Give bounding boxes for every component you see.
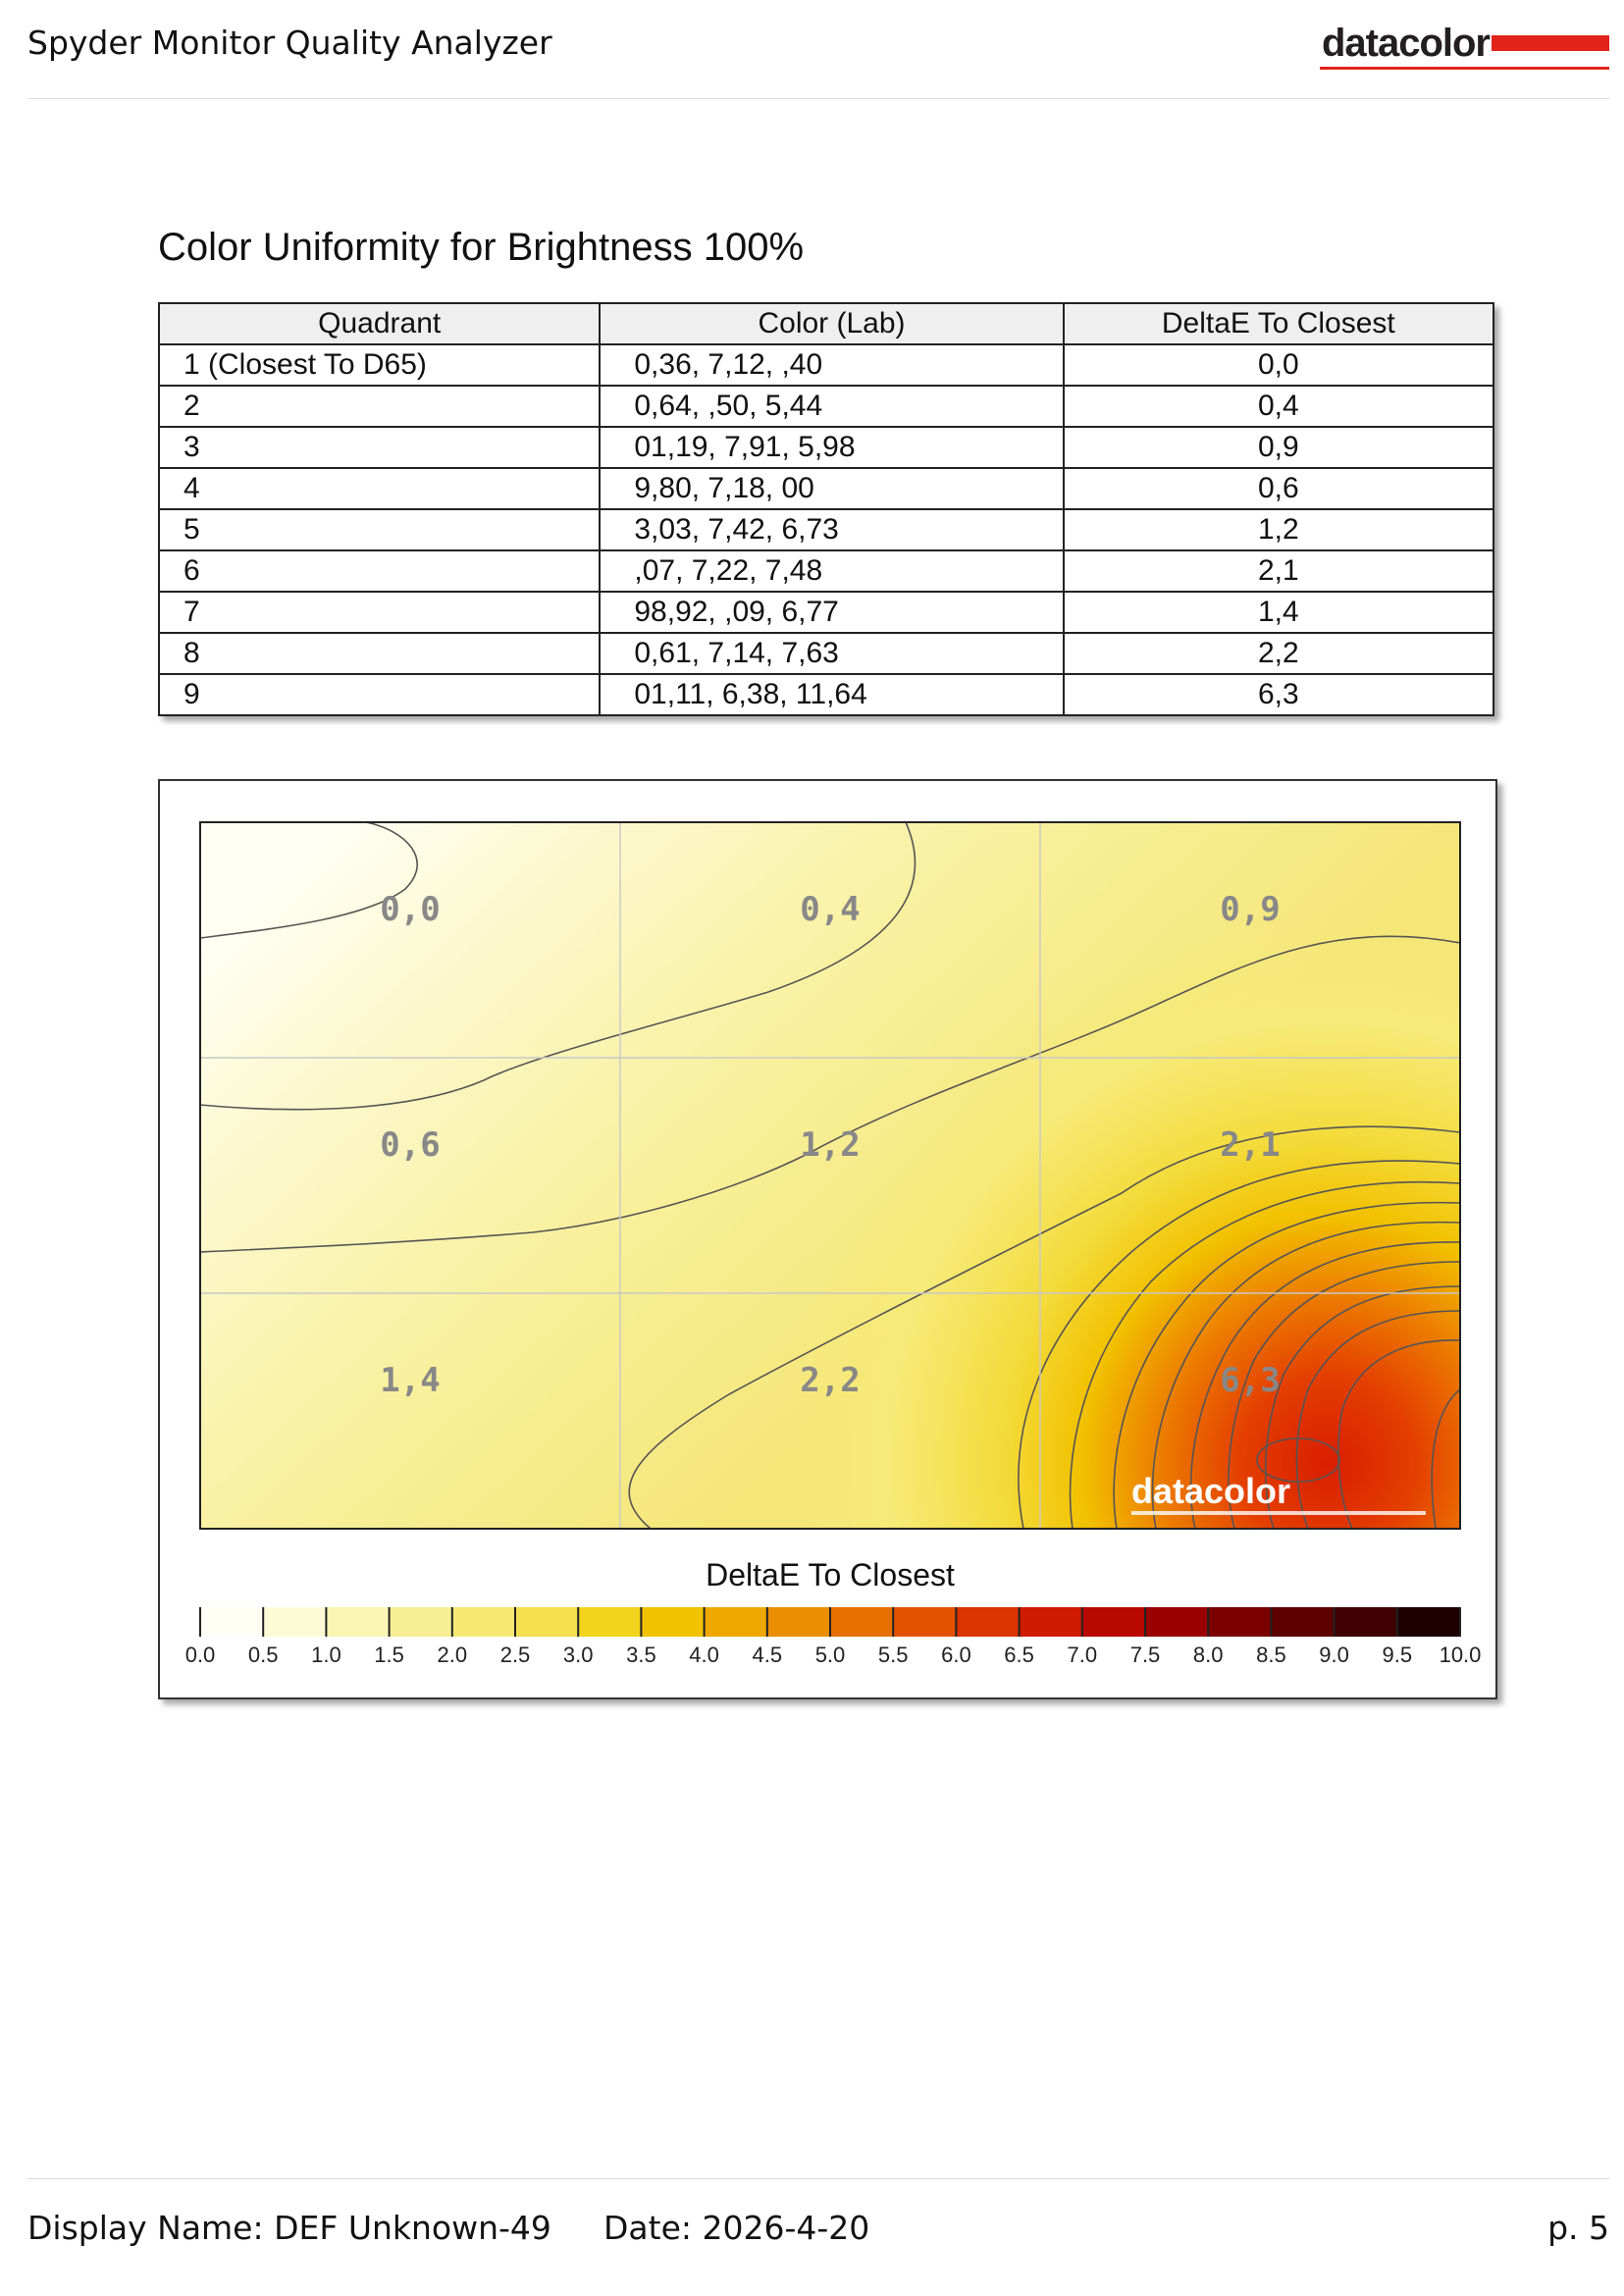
brand-logo-text: datacolor [1321,22,1490,65]
quadrant-label: 0,4 [800,890,861,929]
lab-cell: 0,36, 7,12, ,40 [600,344,1063,386]
table-row [159,633,1493,674]
lab-cell: 9,80, 7,18, 00 [600,468,1063,509]
colorbar-swatch [326,1607,389,1637]
colorbar-swatch [1335,1607,1397,1637]
lab-cell: ,07, 7,22, 7,48 [600,550,1063,592]
table-header-row [159,303,1493,344]
deltae-cell: 0,4 [1064,386,1493,427]
table-row [159,427,1493,468]
deltae-cell: 2,2 [1064,633,1493,674]
colorbar-tick-label: 5.5 [877,1643,909,1667]
lab-cell: 01,19, 7,91, 5,98 [600,427,1063,468]
quadrant-label: 1,4 [380,1361,441,1400]
brand-logo [1322,22,1609,69]
quadrant-label: 1,2 [800,1125,861,1165]
report-date: Date: 2026-4-20 [603,2209,870,2247]
colorbar-tick-label: 7.5 [1129,1643,1161,1667]
deltae-cell: 2,1 [1064,550,1493,592]
colorbar-swatch [893,1607,956,1637]
colorbar-tick-label: 4.0 [689,1643,719,1667]
quadrant-label: 0,0 [380,890,441,929]
table-row [159,386,1493,427]
page-header [27,22,1609,99]
colorbar-tick-label: 4.5 [752,1643,783,1667]
deltae-cell: 1,2 [1064,509,1493,550]
table-row [159,550,1493,592]
lab-cell: 0,64, ,50, 5,44 [600,386,1063,427]
colorbar-tick-label: 1.5 [374,1643,404,1667]
quadrant-cell: 1 (Closest To D65) [159,344,600,386]
deltae-cell: 0,0 [1064,344,1493,386]
colorbar-tick-label: 3.0 [562,1643,594,1667]
colorbar-tick-label: 5.0 [814,1643,846,1667]
section-title: Color Uniformity for Brightness 100% [158,226,805,269]
brand-logo-underline [1320,67,1609,70]
colorbar-swatch [1020,1607,1082,1637]
quadrant-label: 0,9 [1220,890,1281,929]
lab-cell: 0,61, 7,14, 7,63 [600,633,1063,674]
colorbar-swatch [705,1607,767,1637]
quadrant-cell: 3 [159,427,600,468]
uniformity-heatmap [160,781,1495,1697]
colorbar-swatch [1208,1607,1271,1637]
quadrant-label: 2,2 [800,1361,861,1400]
colorbar-tick-label: 2.0 [437,1643,468,1667]
colorbar-swatch [830,1607,893,1637]
quadrant-label: 0,6 [380,1125,441,1165]
uniformity-table [158,302,1494,716]
column-header-deltae: DeltaE To Closest [1064,303,1493,344]
colorbar-tick-label: 0.5 [247,1643,279,1667]
display-name: Display Name: DEF Unknown-49 [27,2209,551,2247]
colorbar-swatch [1145,1607,1208,1637]
colorbar-tick-label: 2.5 [499,1643,531,1667]
page-footer [27,2178,1609,2268]
table-row [159,674,1493,715]
table-row [159,468,1493,509]
colorbar-swatch [452,1607,515,1637]
colorbar-tick-label: 6.0 [941,1643,971,1667]
deltae-cell: 0,6 [1064,468,1493,509]
colorbar-tick-label: 3.5 [626,1643,656,1667]
table-row [159,509,1493,550]
quadrant-cell: 6 [159,550,600,592]
lab-cell: 01,11, 6,38, 11,64 [600,674,1063,715]
page-number: p. 5 [1547,2209,1609,2247]
colorbar-tick-label: 0.0 [184,1643,216,1667]
colorbar-swatch [1082,1607,1145,1637]
colorbar-tick-label: 6.5 [1004,1643,1034,1667]
colorbar-tick-label: 7.0 [1067,1643,1098,1667]
uniformity-chart-panel [158,779,1497,1699]
colorbar-swatch [263,1607,326,1637]
quadrant-cell: 8 [159,633,600,674]
colorbar-tick-label: 9.0 [1319,1643,1349,1667]
column-header-color-lab: Color (Lab) [600,303,1063,344]
deltae-cell: 0,9 [1064,427,1493,468]
colorbar-swatch [1271,1607,1334,1637]
colorbar-swatch [578,1607,641,1637]
colorbar-swatch [515,1607,578,1637]
quadrant-cell: 2 [159,386,600,427]
quadrant-cell: 5 [159,509,600,550]
app-title: Spyder Monitor Quality Analyzer [27,24,552,62]
table-row [159,592,1493,633]
watermark-underline [1131,1511,1426,1515]
deltae-cell: 1,4 [1064,592,1493,633]
quadrant-cell: 4 [159,468,600,509]
quadrant-cell: 7 [159,592,600,633]
colorbar-swatch [767,1607,830,1637]
lab-cell: 98,92, ,09, 6,77 [600,592,1063,633]
quadrant-label: 6,3 [1220,1361,1281,1400]
colorbar-swatch [390,1607,452,1637]
column-header-quadrant: Quadrant [159,303,600,344]
watermark-logo: datacolor [1131,1471,1291,1511]
colorbar-tick-label: 8.0 [1192,1643,1224,1667]
quadrant-label: 2,1 [1220,1125,1281,1165]
lab-cell: 3,03, 7,42, 6,73 [600,509,1063,550]
deltae-cell: 6,3 [1064,674,1493,715]
colorbar-tick-label: 10.0 [1439,1643,1482,1667]
brand-logo-bar [1492,35,1609,51]
colorbar-tick-label: 9.5 [1382,1643,1413,1667]
colorbar-tick-label: 8.5 [1256,1643,1286,1667]
table-row [159,344,1493,386]
colorbar-title: DeltaE To Closest [706,1557,955,1592]
colorbar-swatch [641,1607,704,1637]
colorbar-swatch [200,1607,263,1637]
colorbar-swatch [1397,1607,1460,1637]
colorbar-tick-label: 1.0 [311,1643,341,1667]
colorbar-swatch [956,1607,1019,1637]
quadrant-cell: 9 [159,674,600,715]
